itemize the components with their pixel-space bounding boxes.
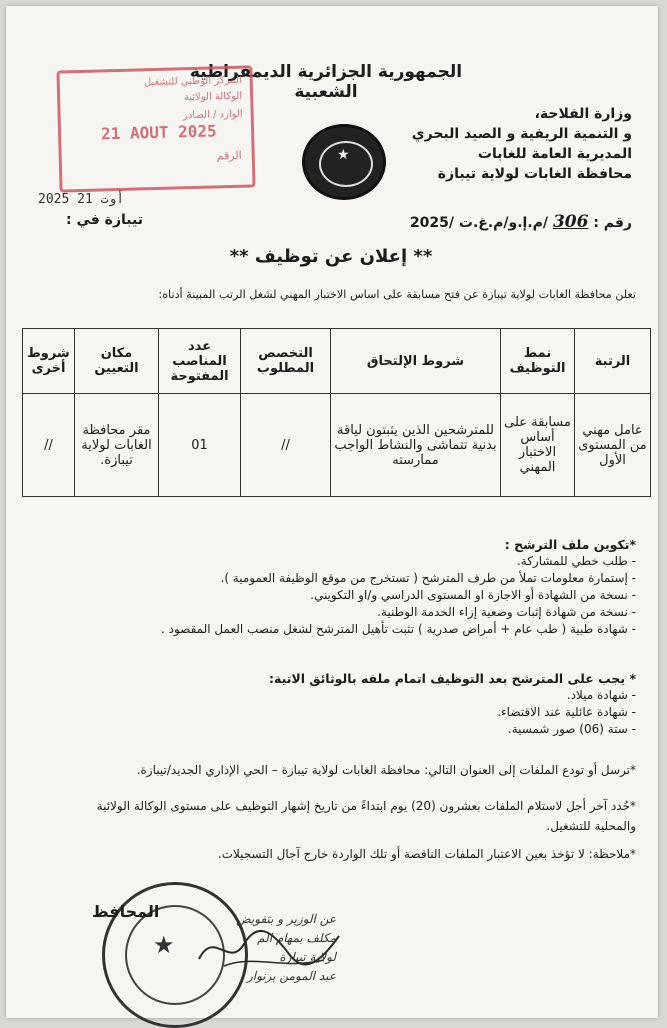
- cell-positions-count: 01: [159, 394, 241, 497]
- ministry-block: [412, 104, 632, 184]
- announcement-heading: ** إعلان عن توظيف **: [229, 246, 433, 267]
- signatory-line: عبد المومن برنوار: [246, 969, 336, 983]
- ref-prefix: رقم :: [593, 215, 632, 231]
- deadline-line-1: *حُدد آخر أجل لاستلام الملفات بعشرون (20) يوم ابتداءً من تاريخ إشهار التوظيف على مستوى الوكالة الولائية: [96, 799, 636, 813]
- signatory-line: مكلف بمهام الم: [257, 931, 336, 945]
- ministry-line: وزارة الفلاحة،: [534, 106, 632, 122]
- header-other-conditions: شروط أخرى: [23, 329, 75, 394]
- cell-other-conditions: //: [23, 394, 75, 497]
- forestry-emblem-icon: ★: [302, 124, 386, 200]
- ministry-line: محافظة الغابات لولاية تيبازة: [437, 166, 632, 182]
- stamp-ref: الرقم: [216, 148, 242, 163]
- ministry-line: و التنمية الريفية و الصيد البحري: [411, 126, 632, 142]
- header-conditions: شروط الإلتحاق: [331, 329, 501, 394]
- cell-recruitment-mode: مسابقة على أساس الاختبار المهني: [501, 394, 575, 497]
- post-hire-documents: [269, 670, 636, 738]
- list-item: - طلب خطي للمشاركة.: [516, 554, 636, 568]
- handwritten-date: 2025 أوت 21: [38, 192, 125, 207]
- list-item: - شهادة طبية ( طب عام + أمراض صدرية ) تثبت تأهيل المترشح لشغل منصب العمل المقصود .: [161, 622, 636, 636]
- table-header-row: [23, 329, 651, 394]
- list-item: - شهادة ميلاد.: [566, 688, 636, 702]
- list-item: - نسخة من شهادة إثبات وضعية إزاء الخدمة الوطنية.: [377, 605, 636, 619]
- header-rank: الرتبة: [575, 329, 651, 394]
- note-text: *ملاحظة: لا تؤخذ بعين الاعتبار الملفات الناقصة أو تلك الواردة خارج آجال التسجيلات.: [217, 847, 636, 861]
- positions-table: [22, 328, 651, 497]
- header-recruitment-mode: نمط التوظيف: [501, 329, 575, 394]
- signatory-line: لولاية تيبازة: [279, 950, 336, 964]
- document-page: [6, 6, 658, 1018]
- cell-rank: عامل مهني من المستوى الأول: [575, 394, 651, 497]
- ministry-line: المديرية العامة للغابات: [477, 146, 632, 162]
- list-item: - نسخة من الشهادة أو الاجازة او المستوى الدراسي و/او التكويني.: [310, 588, 636, 602]
- governor-title: المحافظ: [92, 902, 160, 921]
- list-item: - ستة (06) صور شمسية.: [507, 722, 636, 736]
- stamp-line-1: المركز الوطني للتشغيل: [143, 74, 242, 89]
- file-title: *تكوين ملف الترشح :: [504, 537, 636, 552]
- stamp-line-2: الوكالة الولائية: [183, 90, 243, 104]
- signatory-line: عن الوزير و بتفويض: [236, 912, 336, 926]
- deadline-line-2: والمحلية للتشغيل.: [546, 819, 636, 833]
- deadline-paragraph: [97, 796, 636, 836]
- address-line: [137, 762, 636, 779]
- cell-location: مقر محافظة الغابات لولاية تيبازة.: [75, 394, 159, 497]
- stamp-line-3: الوارد / الصادر: [182, 108, 243, 122]
- date-label: تيبازة في :: [66, 212, 143, 228]
- cell-conditions: للمترشحين الذين يثبتون لياقة بدنية تتماشى والنشاط الواجب ممارسته: [331, 394, 501, 497]
- cell-specialty: //: [241, 394, 331, 497]
- file-requirements: [161, 536, 636, 638]
- signatory-block: [236, 910, 336, 986]
- ref-suffix: /م.إ.و/م.غ.ت /2025: [409, 215, 549, 231]
- list-item: - إستمارة معلومات تملأ من طرف المترشح ( تستخرج من موقع الوظيفة العمومية ).: [220, 571, 636, 585]
- intro-paragraph: تعلن محافظة الغابات لولاية تيبازة عن فتح مسابقة على اساس الاختبار المهني لشغل الرتب المبينة أدناه:: [158, 288, 636, 301]
- stamp-date: 21 AOUT 2025: [100, 121, 217, 144]
- header-location: مكان التعيين: [75, 329, 159, 394]
- ref-handwritten-number: 306: [552, 212, 589, 232]
- table-row: [23, 394, 651, 497]
- header-specialty: التخصص المطلوب: [241, 329, 331, 394]
- list-item: - شهادة عائلية عند الاقتضاء.: [497, 705, 636, 719]
- reception-stamp: [56, 65, 255, 192]
- note-line: [218, 846, 636, 863]
- header-positions-count: عدد المناصب المفتوحة: [159, 329, 241, 394]
- republic-header: الجمهورية الجزائرية الديمقراطية الشعبية: [189, 62, 463, 102]
- after-title: * يجب على المترشح بعد التوظيف اتمام ملفه بالوثائق الاتية:: [269, 671, 636, 686]
- official-seal-icon: ★: [102, 882, 248, 1028]
- reference-number: [410, 212, 632, 232]
- address-text: *ترسل أو تودع الملفات إلى العنوان التالي: محافظة الغابات لولاية تيبازة – الحي الإداري الجديد/تيبازة.: [136, 763, 636, 777]
